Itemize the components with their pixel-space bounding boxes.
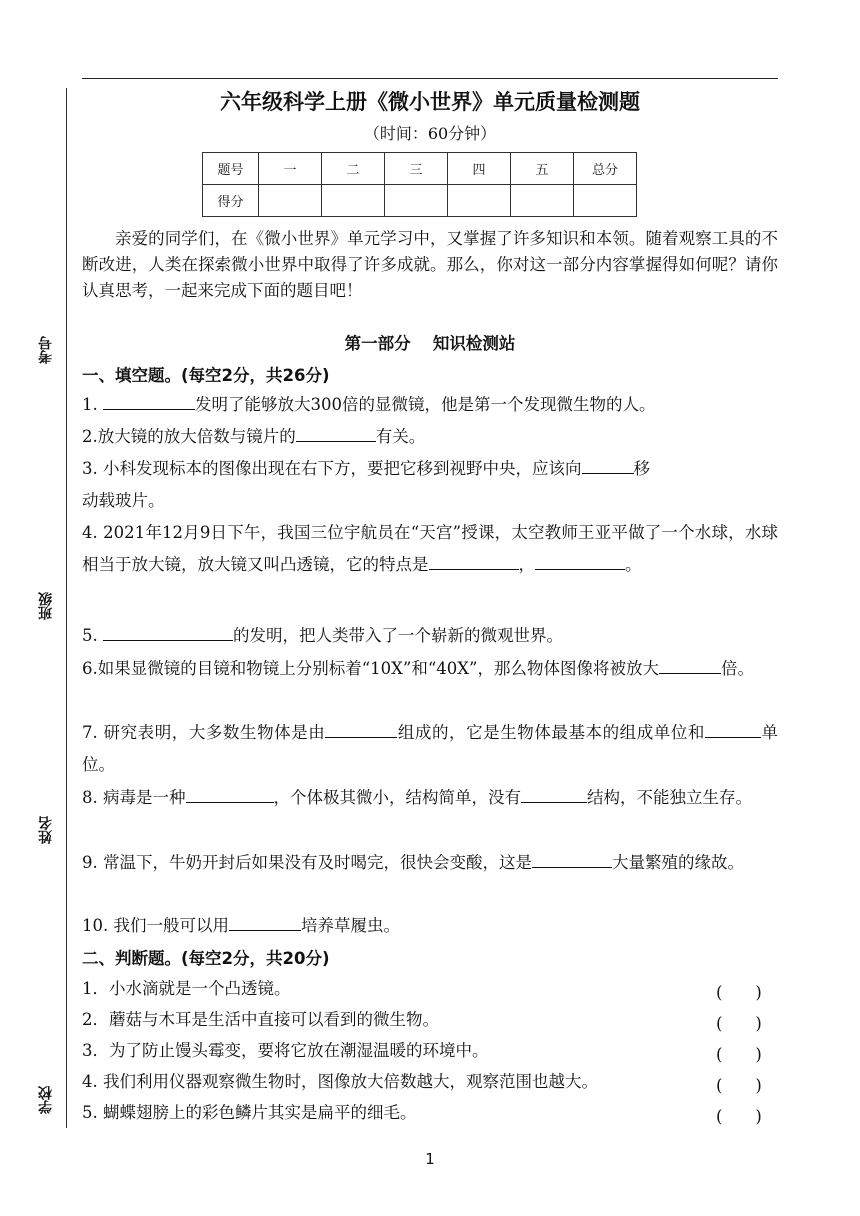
answer-blank[interactable]	[103, 391, 195, 410]
score-cell: 得分	[203, 185, 259, 217]
question-text: 的发明，把人类带入了一个崭新的微观世界。	[233, 626, 563, 645]
question-text: 3. 小科发现标本的图像出现在右下方，要把它移到视野中央，应该向	[82, 459, 582, 478]
question-text: 移	[633, 459, 650, 478]
answer-blank[interactable]	[535, 551, 625, 570]
question-text: ，个体极其微小，结构简单，没有	[273, 788, 521, 807]
page-subtitle: （时间：60分钟）	[363, 124, 497, 143]
side-label-class: 班级	[38, 592, 54, 620]
score-cell: 二	[322, 153, 385, 185]
judge-question-3: 3．为了防止馒头霉变，要将它放在潮湿温暖的环境中。	[82, 1041, 489, 1060]
binding-line	[66, 88, 67, 1128]
score-input-cell[interactable]	[322, 185, 385, 217]
question-text: 大量繁殖的缘故。	[612, 853, 744, 872]
answer-blank[interactable]	[103, 622, 233, 641]
fill-question-1	[82, 389, 778, 421]
score-input-cell[interactable]	[574, 185, 637, 217]
fill-question-9	[82, 847, 778, 879]
question-text: 动载玻片。	[82, 491, 165, 510]
score-table-header-row	[203, 153, 637, 185]
score-cell: 三	[385, 153, 448, 185]
judge-question-2: 2．蘑菇与木耳是生活中直接可以看到的微生物。	[82, 1010, 439, 1029]
score-input-cell[interactable]	[511, 185, 574, 217]
side-label-exam-no: 考号	[38, 336, 54, 364]
score-cell: 四	[448, 153, 511, 185]
fill-question-6	[82, 653, 778, 685]
question-text: 8. 病毒是一种	[82, 788, 186, 807]
answer-blank[interactable]	[582, 455, 634, 474]
question-text: 6.如果显微镜的目镜和物镜上分别标着“10X”和“40X”，那么物体图像将被放大	[82, 659, 659, 678]
score-cell: 一	[259, 153, 322, 185]
answer-blank[interactable]	[705, 719, 761, 738]
fill-question-5	[82, 620, 778, 652]
answer-blank[interactable]	[325, 719, 397, 738]
question-text: 组成的，它是生物体最基本的组成单位和	[397, 723, 705, 742]
fill-question-3	[82, 453, 778, 517]
answer-blank[interactable]	[229, 912, 301, 931]
score-input-cell[interactable]	[448, 185, 511, 217]
side-label-school: 学校	[38, 1086, 54, 1114]
question-text: 培养草履虫。	[301, 916, 400, 935]
page-number: 1	[425, 1150, 435, 1168]
answer-paren[interactable]: ( )	[716, 1076, 762, 1095]
question-text: 4. 2021年12月9日下午，我国三位宇航员在“天宫”授课，太空教师王亚平做了一个水球，水球相当于放大镜，放大镜又叫凸透镜，它的特点是	[82, 523, 778, 574]
fill-question-2	[82, 421, 778, 453]
answer-blank[interactable]	[186, 784, 274, 803]
score-input-cell[interactable]	[259, 185, 322, 217]
score-table-score-row	[203, 185, 637, 217]
intro-paragraph	[82, 226, 778, 304]
fill-question-7	[82, 717, 778, 781]
judge-question-1: 1．小水滴就是一个凸透镜。	[82, 979, 291, 998]
page-title: 六年级科学上册《微小世界》单元质量检测题	[220, 90, 640, 114]
question-text: 单位。	[82, 723, 778, 774]
question-text: 10. 我们一般可以用	[82, 916, 229, 935]
score-cell: 总分	[574, 153, 637, 185]
answer-paren[interactable]: ( )	[716, 1045, 762, 1064]
judge-question-5: 5. 蝴蝶翅膀上的彩色鳞片其实是扁平的细毛。	[82, 1103, 417, 1122]
fill-question-4	[82, 517, 778, 581]
score-cell: 五	[511, 153, 574, 185]
part1-title: 第一部分 知识检测站	[344, 334, 516, 353]
question-text: 结构，不能独立生存。	[587, 788, 752, 807]
answer-blank[interactable]	[296, 423, 376, 442]
question-text: 倍。	[720, 659, 754, 678]
section1-title: 一、填空题。(每空2分，共26分)	[82, 366, 330, 385]
side-label-name: 姓名	[38, 816, 54, 844]
section2-title: 二、判断题。(每空2分，共20分)	[82, 949, 330, 968]
question-text: 。	[625, 555, 642, 574]
answer-blank[interactable]	[521, 784, 587, 803]
question-text: 9. 常温下，牛奶开封后如果没有及时喝完，很快会变酸，这是	[82, 853, 532, 872]
intro-text: 亲爱的同学们，在《微小世界》单元学习中，又掌握了许多知识和本领。随着观察工具的不断改进，人类在探索微小世界中取得了许多成就。那么，你对这一部分内容掌握得如何呢？请你认真思考，一起来完成下面的题目吧！	[82, 229, 778, 300]
answer-blank[interactable]	[429, 551, 519, 570]
question-text: 2.放大镜的放大倍数与镜片的	[82, 427, 296, 446]
question-text: ，	[518, 555, 535, 574]
judge-question-4: 4. 我们利用仪器观察微生物时，图像放大倍数越大，观察范围也越大。	[82, 1072, 598, 1091]
score-input-cell[interactable]	[385, 185, 448, 217]
answer-paren[interactable]: ( )	[716, 1014, 762, 1033]
answer-paren[interactable]: ( )	[716, 983, 762, 1002]
score-table	[202, 152, 637, 217]
question-text: 7. 研究表明，大多数生物体是由	[82, 723, 326, 742]
answer-blank[interactable]	[532, 849, 612, 868]
question-text: 发明了能够放大300倍的显微镜，他是第一个发现微生物的人。	[195, 395, 656, 414]
top-rule	[82, 78, 778, 79]
question-number: 5.	[82, 626, 98, 645]
answer-paren[interactable]: ( )	[716, 1107, 762, 1126]
fill-question-8	[82, 782, 778, 814]
answer-blank[interactable]	[659, 655, 721, 674]
question-text: 有关。	[375, 427, 426, 446]
fill-question-10	[82, 910, 778, 942]
score-cell: 题号	[203, 153, 259, 185]
question-number: 1.	[82, 395, 98, 414]
